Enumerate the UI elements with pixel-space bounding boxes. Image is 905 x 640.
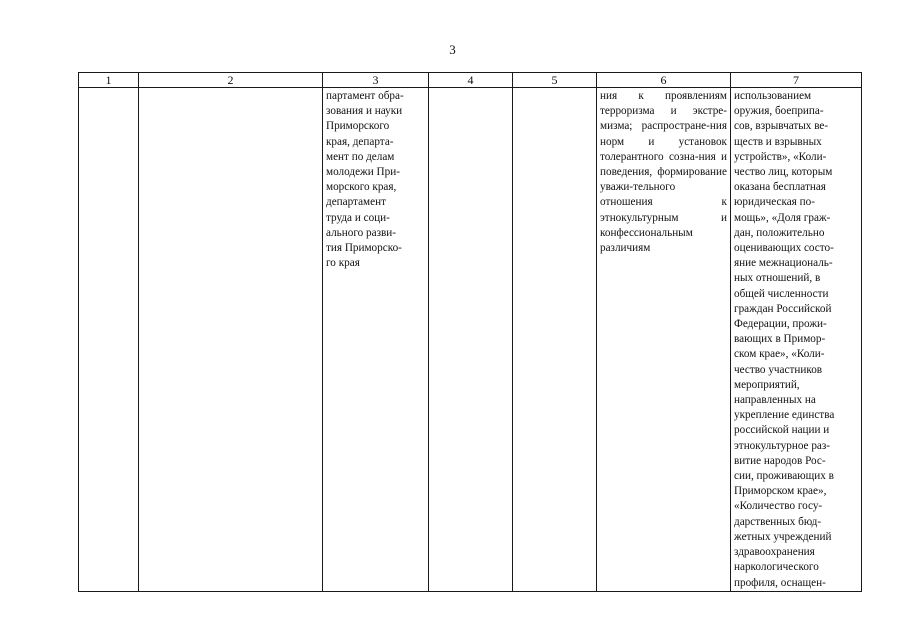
responsible-departments-text: партамент обра- зования и науки Приморского края, департа- мент по делам молодежи При- морского края, департамент труда и соци- ального разви- тия Приморско- го края: [326, 90, 404, 270]
column-header-1: 1: [79, 73, 139, 88]
column-header-4: 4: [429, 73, 513, 88]
table-cell-col5: [513, 88, 597, 592]
results-text: ния к проявлениям терроризма и экстре-мизма; распростране-ния норм и установок толерантного созна-ния и поведения, формирование уважи-тельного отношения к этнокультурным и конфессиональным различиям: [600, 90, 727, 255]
cell-text-col5: [513, 88, 596, 89]
table-cell-indicators: [731, 88, 862, 592]
table-cell-results: [597, 88, 731, 592]
column-header-3: 3: [323, 73, 429, 88]
page-number: 3: [449, 42, 456, 57]
table-row: [79, 88, 862, 592]
column-header-7: 7: [731, 73, 862, 88]
table-header-row: [79, 73, 862, 88]
column-header-5: 5: [513, 73, 597, 88]
cell-text-col1: [79, 88, 138, 89]
indicators-text: использованием оружия, боеприпа- сов, взрывчатых ве- ществ и взрывных устройств», «Коли- чество лиц, которым оказана бесплатная юридическая по- мощь», «Доля граж- дан, положительно оценивающих состо- яние межнациональ- ных отношений, в общей численности граждан Российской Федерации, прожи- вающих в Примор- ском крае», «Коли- чество участников мероприятий, направленных на укрепление единства российской нации и этнокультурное раз- витие народов Рос- сии, проживающих в Приморском крае», «Количество госу- дарственных бюд- жетных учреждений здравоохранения наркологического профиля, оснащен-: [734, 90, 835, 589]
column-header-6: 6: [597, 73, 731, 88]
cell-text-col2: [139, 88, 322, 89]
table-cell-col4: [429, 88, 513, 592]
cell-text-col4: [429, 88, 512, 89]
program-table: [78, 72, 862, 592]
table-cell-col1: [79, 88, 139, 592]
table-cell-responsible: [323, 88, 429, 592]
column-header-2: 2: [139, 73, 323, 88]
table-cell-col2: [139, 88, 323, 592]
